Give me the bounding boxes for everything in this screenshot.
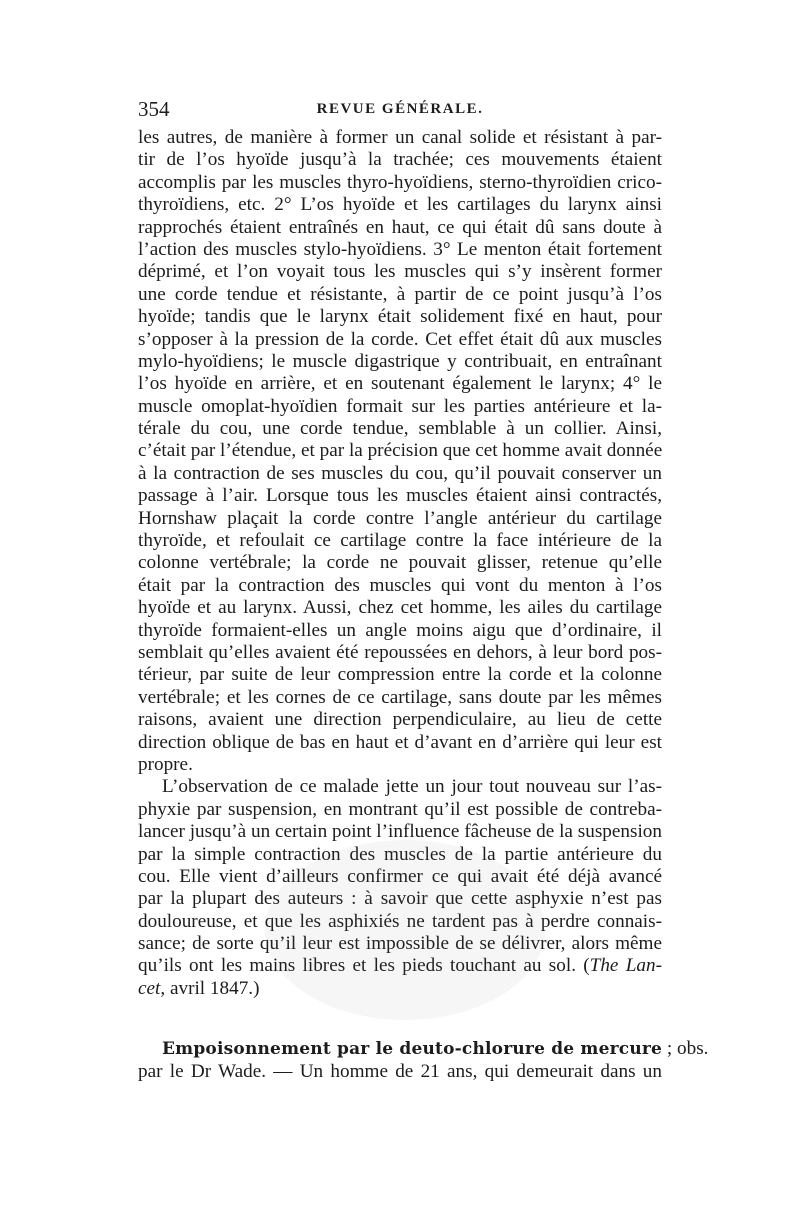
text-line: par la simple contraction des muscles de la partie antérieure du xyxy=(138,843,662,865)
citation-title: The Lan- xyxy=(589,955,662,977)
text-line: thyroïdiens, etc. 2° L’os hyoïde et les cartilages du larynx ainsi xyxy=(138,194,662,216)
text-line: semblait qu’elles avaient été repoussées en dehors, à leur bord pos- xyxy=(138,641,662,663)
text-line: térale du cou, une corde tendue, semblable à un collier. Ainsi, xyxy=(138,418,662,440)
text-line: par la plupart des auteurs : à savoir que cette asphyxie n’est pas xyxy=(138,888,662,910)
text-line: tir de l’os hyoïde jusqu’à la trachée; ces mouvements étaient xyxy=(138,149,662,171)
text-line: sance; de sorte qu’il leur est impossible de se délivrer, alors même xyxy=(138,933,662,955)
citation-title-end: cet xyxy=(138,977,161,999)
page-number: 354 xyxy=(138,97,170,121)
next-article xyxy=(138,1038,709,1083)
text-line: était par la contraction des muscles qui vont du menton à l’os xyxy=(138,574,662,596)
paragraph-2 xyxy=(138,776,662,1000)
text-line: mylo-hyoïdiens; le muscle digastrique y contribuait, en entraînant xyxy=(138,350,662,372)
text-line: l’action des muscles stylo-hyoïdiens. 3° Le menton était fortement xyxy=(138,238,662,260)
text-line: thyroïde, et refoulait ce cartilage contre la face intérieure de la xyxy=(138,530,662,552)
text-line: rapprochés étaient entraînés en haut, ce qui était dû sans doute à xyxy=(138,216,662,238)
text-line: les autres, de manière à former un canal solide et résistant à par- xyxy=(138,127,662,148)
text-line: douloureuse, et que les asphixiés ne tardent pas à perdre connais- xyxy=(138,910,662,932)
text-line: s’opposer à la pression de la corde. Cet effet était dû aux muscles xyxy=(138,328,662,350)
text-line: une corde tendue et résistante, à partir de ce point jusqu’à l’os xyxy=(138,283,662,305)
text-line: phyxie par suspension, en montrant qu’il est possible de contreba- xyxy=(138,798,662,820)
running-head xyxy=(138,96,662,122)
paragraph-1 xyxy=(138,127,662,776)
text-line: passage à l’air. Lorsque tous les muscles étaient ainsi contractés, xyxy=(138,485,662,507)
text-line: raisons, avaient une direction perpendiculaire, au lieu de cette xyxy=(138,709,662,731)
text-line: vertébrale; et les cornes de ce cartilage, sans doute par les mêmes xyxy=(138,686,662,708)
text-line: Hornshaw plaçait la corde contre l’angle antérieur du cartilage xyxy=(138,507,662,529)
text-line-with-citation xyxy=(138,978,662,1000)
text-run: qu’ils ont les mains libres et les pieds touchant au sol. ( xyxy=(138,955,590,977)
running-title: REVUE GÉNÉRALE. xyxy=(316,101,484,117)
text-line: c’était par l’étendue, et par la précision que cet homme avait donnée xyxy=(138,440,663,462)
text-line: L’observation de ce malade jette un jour tout nouveau sur l’as- xyxy=(162,776,662,798)
text-line: accomplis par les muscles thyro-hyoïdiens, sterno-thyroïdien crico- xyxy=(138,171,662,193)
article-heading: Empoisonnement par le deuto-chlorure de mercure xyxy=(162,1039,663,1060)
text-line: à la contraction de ses muscles du cou, qu’il pouvait conserver un xyxy=(138,462,662,484)
text-line: hyoïde et au larynx. Aussi, chez cet homme, les ailes du cartilage xyxy=(138,597,662,619)
heading-tail: ; obs. xyxy=(662,1038,709,1060)
text-line: muscle omoplat-hyoïdien formait sur les parties antérieure et la- xyxy=(138,395,662,417)
text-line-with-citation xyxy=(138,955,662,977)
text-line: térieur, par suite de leur compression entre la corde et la colonne xyxy=(138,664,662,686)
text-line: cou. Elle vient d’ailleurs confirmer ce qui avait été déjà avancé xyxy=(138,865,662,887)
article-heading-line xyxy=(138,1038,709,1060)
text-line: thyroïde formaient-elles un angle moins aigu que d’ordinaire, il xyxy=(138,619,662,641)
text-line: propre. xyxy=(138,753,193,775)
body-text xyxy=(138,127,709,1083)
text-line: l’os hyoïde en arrière, et en soutenant également le larynx; 4° le xyxy=(138,373,662,395)
text-line: lancer jusqu’à un certain point l’influence fâcheuse de la suspension xyxy=(138,821,662,843)
text-line: direction oblique de bas en haut et d’avant en d’arrière qui leur est xyxy=(138,731,662,753)
text-line: colonne vertébrale; la corde ne pouvait glisser, retenue qu’elle xyxy=(138,552,662,574)
text-line: déprimé, et l’on voyait tous les muscles qui s’y insèrent former xyxy=(138,261,662,283)
text-line: hyoïde; tandis que le larynx était solidement fixé en haut, pour xyxy=(138,306,662,328)
section-gap xyxy=(138,1000,662,1038)
citation-date: , avril 1847.) xyxy=(160,977,260,999)
text-line: par le Dr Wade. — Un homme de 21 ans, qui demeurait dans un xyxy=(138,1060,662,1082)
